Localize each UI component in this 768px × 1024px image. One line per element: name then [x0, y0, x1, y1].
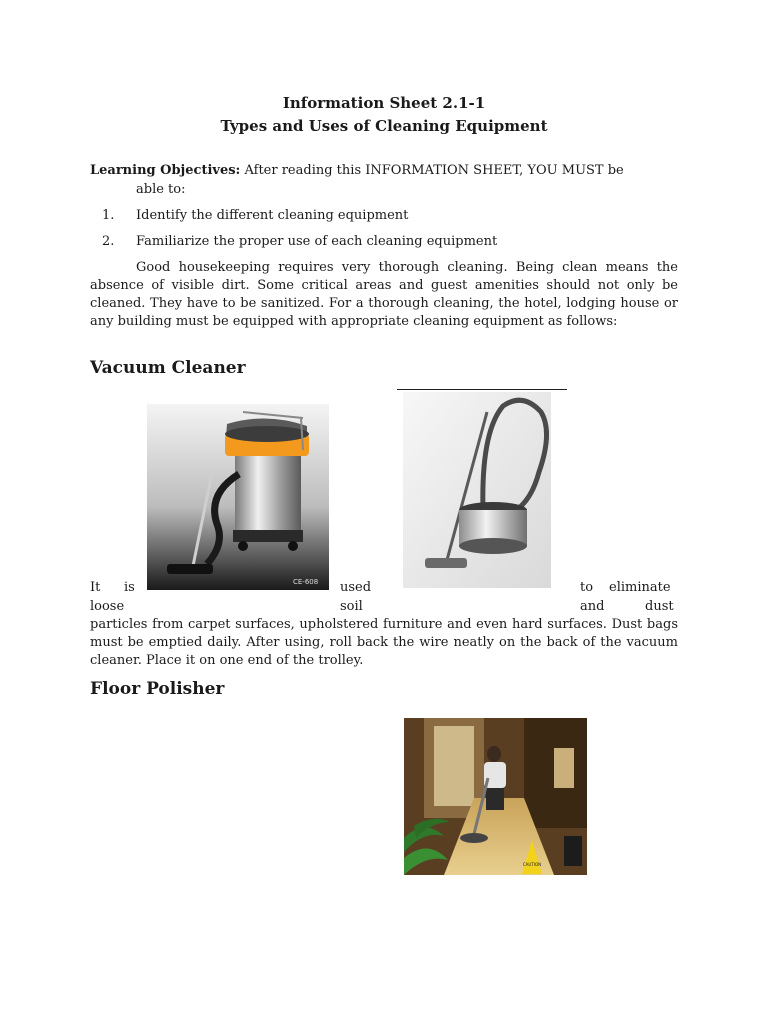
text-word: used — [340, 580, 372, 595]
caution-sign-text: CAUTION — [522, 862, 542, 867]
section-heading-vacuum: Vacuum Cleaner — [90, 358, 246, 378]
horizontal-rule — [397, 389, 567, 390]
objectives-intro-text: After reading this INFORMATION SHEET, YOU MUST be — [244, 163, 624, 178]
text-word: loose — [90, 599, 125, 614]
text-word: to — [580, 580, 594, 595]
objectives-intro-cont: able to: — [136, 182, 186, 197]
objectives-intro — [90, 162, 690, 180]
intro-paragraph: Good housekeeping requires very thorough cleaning. Being clean means the absence of visible dirt. Some critical areas and guest amenities should not only be cleaned. They have to be sanitized. For a thorough cleaning, the hotel, lodging house or any building must be equipped with appropriate cleaning equipment as follows: — [90, 260, 678, 329]
page-subtitle: Types and Uses of Cleaning Equipment — [220, 117, 548, 135]
section-heading-floor-polisher: Floor Polisher — [90, 679, 225, 699]
text-word: and — [580, 599, 605, 614]
objective-item: Familiarize the proper use of each cleaning equipment — [136, 234, 498, 249]
text-word: eliminate — [609, 580, 671, 595]
text-word: soil — [340, 599, 363, 614]
vacuum-description: particles from carpet surfaces, upholstered furniture and even hard surfaces. Dust bags must be emptied daily. After using, roll back the wire neatly on the back of the vacuum cleaner. Place it on one end of the trolley. — [90, 617, 678, 668]
objective-item: Identify the different cleaning equipment — [136, 208, 409, 223]
text-word: It — [90, 580, 101, 595]
floor-polisher-image — [404, 718, 587, 875]
objective-number: 2. — [102, 234, 115, 249]
objective-number: 1. — [102, 208, 115, 223]
page-title: Information Sheet 2.1-1 — [282, 94, 486, 112]
text-word: dust — [645, 599, 674, 614]
text-word: is — [124, 580, 135, 595]
vacuum-cleaner-image-1 — [147, 404, 329, 590]
image-caption: CE-608 — [293, 578, 319, 586]
objectives-label: Learning Objectives: — [90, 163, 241, 178]
vacuum-cleaner-image-2 — [403, 392, 551, 588]
